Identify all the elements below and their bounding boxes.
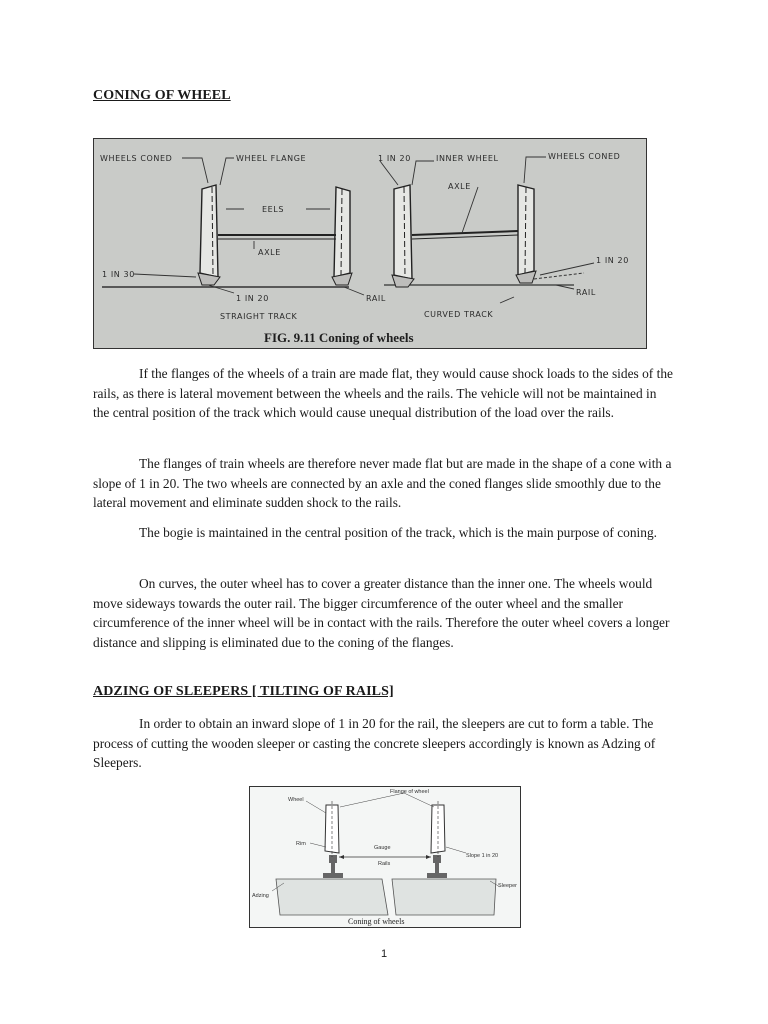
paragraph-coning-3: The bogie is maintained in the central position of the track, which is the main purpose of coning. — [139, 525, 658, 540]
label-1-in-20-bottom: 1 IN 20 — [236, 294, 269, 303]
label-axle-right: AXLE — [448, 182, 471, 191]
rail-left — [323, 855, 343, 878]
paragraph-coning-2: The flanges of train wheels are therefore never made flat but are made in the shape of a cone with a slope of 1 in 20. The two wheels are connected by an axle and the coned flanges slide smoothly due to the lateral movement and eliminate sudden shock to the rails. — [93, 456, 672, 511]
label-adzing: Adzing — [252, 893, 269, 899]
label-1-in-20-top: 1 IN 20 — [378, 154, 411, 163]
label-inner-wheel: INNER WHEEL — [436, 154, 499, 163]
figure-1-caption: FIG. 9.11 Coning of wheels — [264, 330, 414, 345]
heading-adzing-of-sleepers: ADZING OF SLEEPERS [ TILTING OF RAILS] — [93, 684, 394, 699]
label-eels: EELS — [262, 205, 285, 214]
page-number: 1 — [380, 948, 388, 960]
label-rail-left: RAIL — [366, 294, 386, 303]
label-flange-of-wheel: Flange of wheel — [390, 789, 429, 795]
wheel-right-2 — [516, 185, 536, 283]
figure-coning-of-wheels-photo — [93, 138, 647, 349]
label-straight-track: STRAIGHT TRACK — [220, 312, 298, 321]
label-slope-1-in-20: Slope 1 in 20 — [466, 853, 499, 859]
label-wheel: Wheel — [288, 797, 304, 803]
label-wheels-coned-right: WHEELS CONED — [548, 152, 621, 161]
label-1-in-20-right: 1 IN 20 — [596, 256, 629, 265]
label-curved-track: CURVED TRACK — [424, 310, 494, 319]
figure-adzing-diagram — [249, 786, 521, 928]
paragraph-coning-4: On curves, the outer wheel has to cover a greater distance than the inner one. The wheels would move sideways towards the outer rail. The bigger circumference of the outer wheel and the smaller circumference of the inner wheel will be in contact with the rails. Therefore the outer wheel covers a longer distance and slipping is eliminated due to the coning of the flanges. — [93, 576, 670, 650]
label-rails: Rails — [378, 861, 391, 867]
wheel-right — [431, 801, 445, 857]
heading-coning-of-wheel: CONING OF WHEEL — [93, 88, 231, 103]
figure-1-drawing — [94, 139, 646, 348]
wheel-left — [325, 801, 339, 857]
figure-2-drawing — [250, 787, 520, 927]
paragraph-coning-1: If the flanges of the wheels of a train are made flat, they would cause shock loads to the sides of the rails, as there is lateral movement between the wheels and the rails. The vehicle will not be maintained in the central position of the track which would cause unequal distribution of the load over the rails. — [93, 366, 673, 421]
label-rail-right: RAIL — [576, 288, 596, 297]
wheel-right-1 — [392, 185, 414, 287]
label-1-in-30: 1 IN 30 — [102, 270, 135, 279]
paragraph-adzing: In order to obtain an inward slope of 1 in 20 for the rail, the sleepers are cut to form a table. The process of cutting the wooden sleeper or casting the concrete sleepers accordingly is known as Adzing of Sleepers. — [93, 716, 656, 771]
label-rim: Rim — [296, 841, 306, 847]
label-wheels-coned-left: WHEELS CONED — [100, 154, 173, 163]
figure-2-caption: Coning of wheels — [348, 917, 405, 926]
label-sleeper: Sleeper — [498, 883, 517, 889]
label-gauge: Gauge — [374, 845, 391, 851]
rail-right — [427, 855, 447, 878]
label-wheel-flange: WHEEL FLANGE — [236, 154, 307, 163]
label-axle-left: AXLE — [258, 248, 281, 257]
wheel-left-1 — [198, 185, 220, 285]
